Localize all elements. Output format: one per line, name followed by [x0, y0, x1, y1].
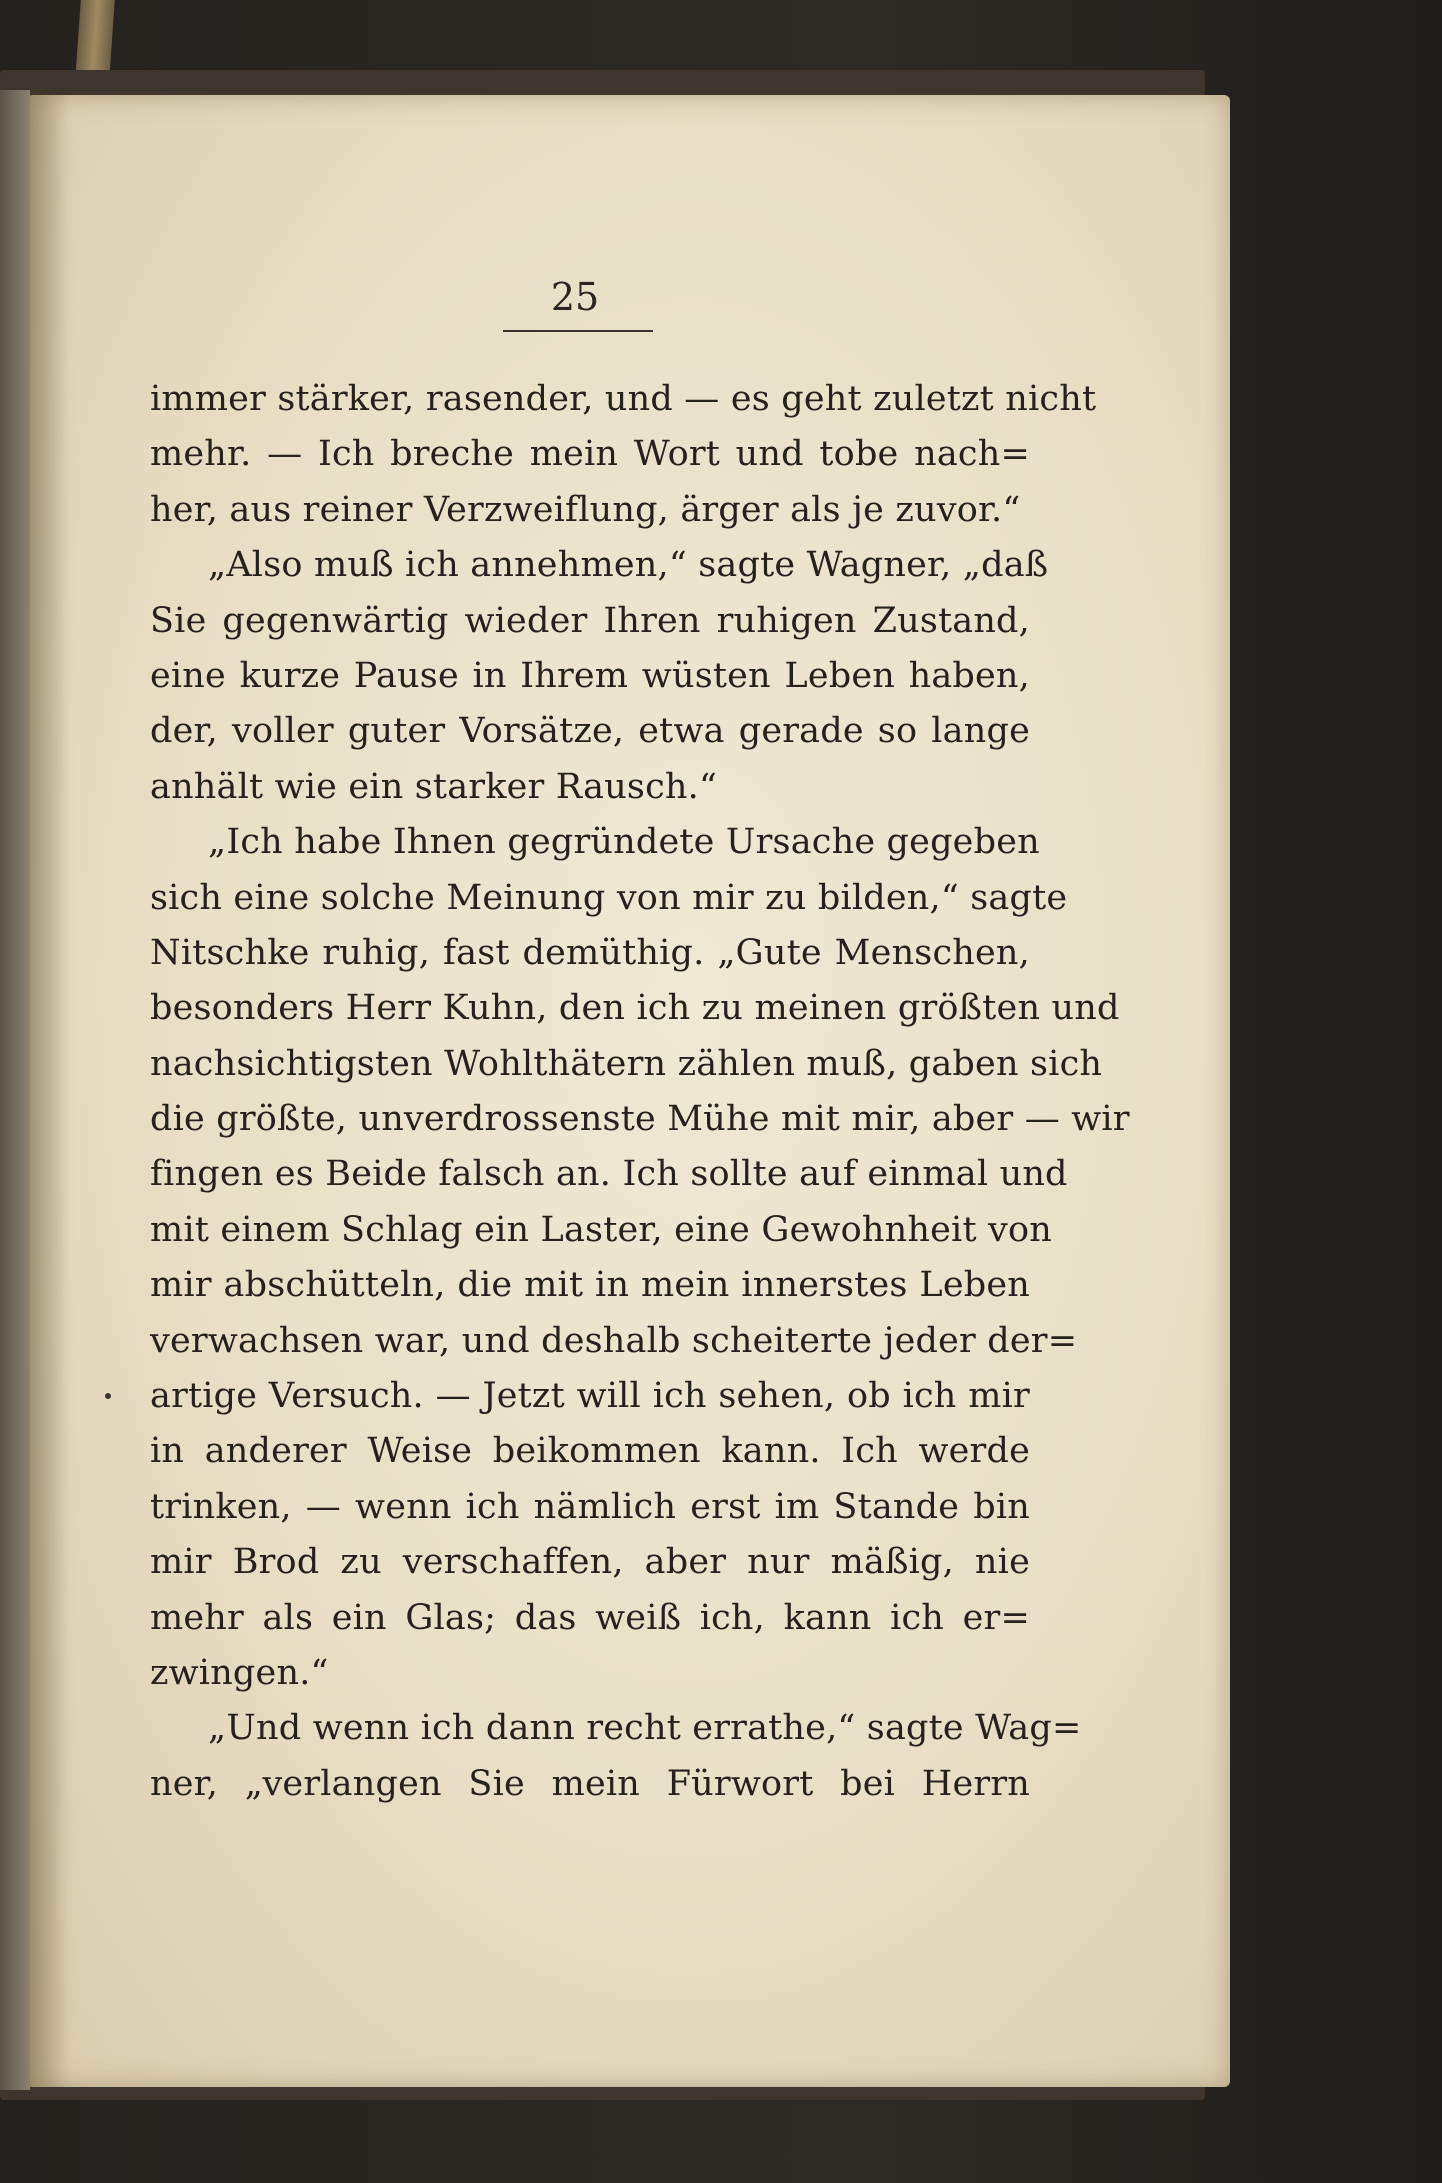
text-line: mir Brod zu verschaffen, aber nur mäßig, nie: [150, 1542, 1030, 1583]
text-line: der, voller guter Vorsätze, etwa gerade so lange: [150, 711, 1030, 752]
text-line: in anderer Weise beikommen kann. Ich werde: [150, 1431, 1030, 1472]
text-line: artige Versuch. — Jetzt will ich sehen, ob ich mir: [150, 1376, 1030, 1417]
text-line: anhält wie ein starker Rausch.“: [150, 766, 718, 807]
text-line: eine kurze Pause in Ihrem wüsten Leben haben,: [150, 655, 1030, 696]
text-line: Sie gegenwärtig wieder Ihren ruhigen Zustand,: [150, 600, 1030, 641]
text-line: sich eine solche Meinung von mir zu bilden,“ sagte: [150, 877, 1068, 918]
text-line: besonders Herr Kuhn, den ich zu meinen größten und: [150, 988, 1120, 1029]
book-spine-edge: [0, 90, 30, 2090]
text-line: mit einem Schlag ein Laster, eine Gewohnheit von: [150, 1209, 1053, 1250]
header-rule: [503, 330, 653, 332]
text-line: zwingen.“: [150, 1652, 329, 1693]
text-line: her, aus reiner Verzweiflung, ärger als je zuvor.“: [150, 489, 1021, 530]
text-line: ner, „verlangen Sie mein Fürwort bei Herrn: [150, 1763, 1030, 1804]
text-line: „Und wenn ich dann recht errathe,“ sagte Wag=: [208, 1708, 1082, 1749]
text-line: „Ich habe Ihnen gegründete Ursache gegeben: [208, 822, 1040, 863]
page-gutter-shadow: [30, 95, 70, 2087]
page-number: 25: [550, 275, 600, 319]
text-line: mehr als ein Glas; das weiß ich, kann ich er=: [150, 1597, 1030, 1638]
text-line: trinken, — wenn ich nämlich erst im Stande bin: [150, 1486, 1030, 1527]
text-line: fingen es Beide falsch an. Ich sollte auf einmal und: [150, 1154, 1068, 1195]
margin-mark: [105, 1393, 111, 1399]
text-line: immer stärker, rasender, und — es geht zuletzt nicht: [150, 379, 1097, 419]
bookmark-ribbon: [75, 0, 115, 80]
text-line: „Also muß ich annehmen,“ sagte Wagner, „daß: [208, 545, 1049, 586]
text-line: die größte, unverdrossenste Mühe mit mir, aber — wir: [150, 1099, 1130, 1140]
text-line: verwachsen war, und deshalb scheiterte jeder der=: [150, 1320, 1078, 1361]
text-line: Nitschke ruhig, fast demüthig. „Gute Menschen,: [150, 932, 1030, 973]
text-line: mir abschütteln, die mit in mein innerstes Leben: [150, 1265, 1030, 1306]
text-line: mehr. — Ich breche mein Wort und tobe nach=: [150, 434, 1030, 475]
page-text: [150, 372, 1130, 1812]
text-line: nachsichtigsten Wohlthätern zählen muß, gaben sich: [150, 1043, 1103, 1084]
